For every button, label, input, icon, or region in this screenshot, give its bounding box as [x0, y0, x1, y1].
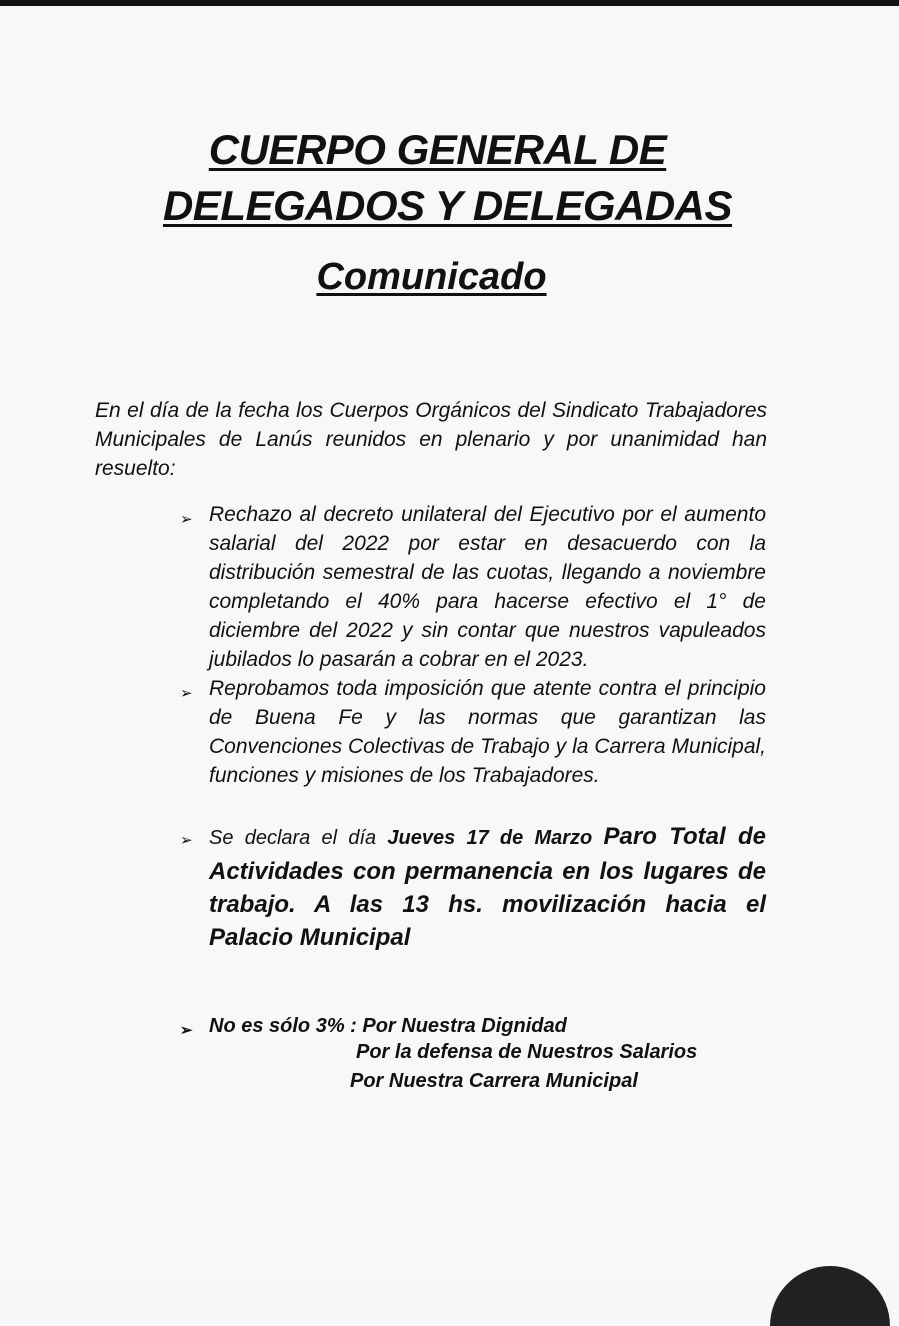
bullet-text-3: [209, 820, 766, 954]
strike-date: Jueves 17 de Marzo: [387, 827, 604, 849]
slogan-line-2: Por la defensa de Nuestros Salarios: [356, 1041, 698, 1063]
slogan-line-3: Por Nuestra Carrera Municipal: [350, 1070, 638, 1092]
bullet-text-2: Reprobamos toda imposición que atente contra el principio de Buena Fe y las normas que garantizan las Convenciones Colectivas de Trabajo y la Carrera Municipal, funciones y misiones de los Trabajadores.: [209, 677, 766, 787]
intro-paragraph: En el día de la fecha los Cuerpos Orgánicos del Sindicato Trabajadores Municipales de Lanús reunidos en plenario y por unanimidad han resuelto:: [95, 399, 767, 480]
arrow-bullet-icon: ➢: [180, 832, 193, 849]
subtitle: Comunicado: [316, 256, 547, 298]
arrow-bullet-icon: ➢: [180, 685, 193, 702]
bullet-item-4: [180, 1012, 766, 1041]
bullet-item-2: [180, 674, 766, 790]
strike-intro-text: Se declara el día: [209, 827, 388, 849]
title-line-1: CUERPO GENERAL DE: [208, 126, 667, 173]
slogan-line-1: No es sólo 3% : Por Nuestra Dignidad: [209, 1015, 567, 1037]
bullet-text-1: Rechazo al decreto unilateral del Ejecutivo por el aumento salarial del 2022 por estar en desacuerdo con la distribución semestral de las cuotas, llegando a noviembre completando el 40% para hacerse efectivo el 1° de diciembre del 2022 y sin contar que nuestros vapuleados jubilados lo pasarán a cobrar en el 2023.: [209, 503, 766, 671]
bullet-item-1: [180, 500, 766, 674]
title-line-2: DELEGADOS Y DELEGADAS: [162, 182, 733, 229]
strike-announcement: Paro Total de Actividades con permanencia en los lugares de trabajo. A las 13 hs. movilización hacia el Palacio Municipal: [209, 823, 767, 951]
arrow-bullet-icon: ➢: [180, 511, 193, 528]
arrow-bullet-icon: ➢: [180, 1022, 193, 1039]
bullet-item-3: [180, 820, 766, 954]
document-page: [0, 6, 899, 1280]
